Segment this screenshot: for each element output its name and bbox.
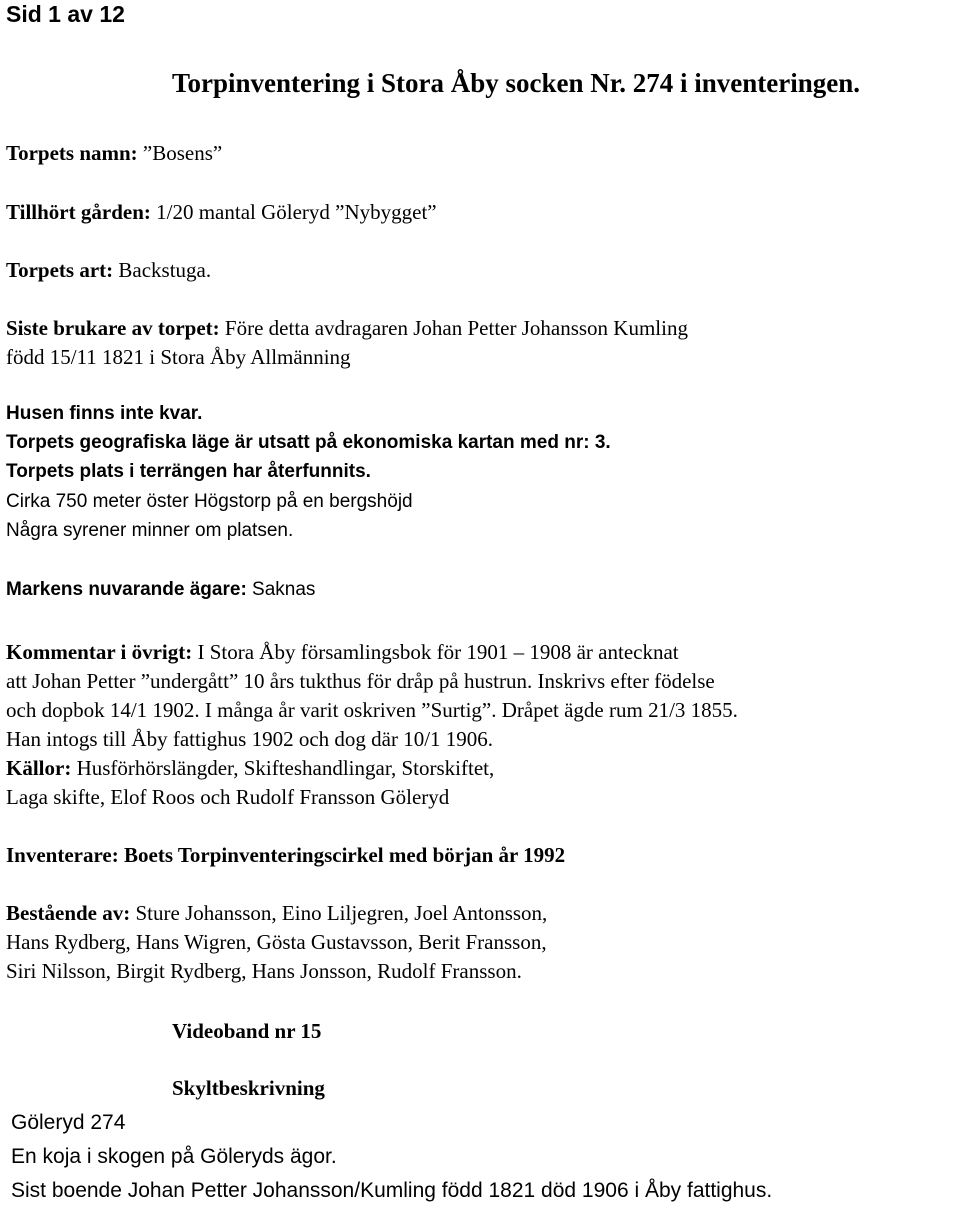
kommentar-label: Kommentar i övrigt: xyxy=(6,640,193,664)
kommentar-line1: I Stora Åby församlingsbok för 1901 – 1908 är antecknat xyxy=(192,640,679,664)
markens-agare-row xyxy=(6,580,315,599)
tillhort-garden-label: Tillhört gården: xyxy=(6,200,151,224)
torpets-art-label: Torpets art: xyxy=(6,258,114,282)
skylt-line3: Sist boende Johan Petter Johansson/Kumling född 1821 död 1906 i Åby fattighus. xyxy=(11,1179,773,1202)
kommentar-row xyxy=(6,642,679,663)
skyltbeskrivning-heading: Skyltbeskrivning xyxy=(172,1076,325,1100)
document-title: Torpinventering i Stora Åby socken Nr. 274 i inventeringen. xyxy=(172,68,861,98)
page-number: Sid 1 av 12 xyxy=(6,1,125,27)
torpets-namn-label: Torpets namn: xyxy=(6,141,138,165)
siste-brukare-value: Före detta avdragaren Johan Petter Johansson Kumling xyxy=(219,316,688,340)
kallor-line2: Laga skifte, Elof Roos och Rudolf Fransson Göleryd xyxy=(6,785,450,809)
bestaende-label: Bestående av: xyxy=(6,901,131,925)
skylt-line1: Göleryd 274 xyxy=(11,1111,126,1134)
siste-brukare-row xyxy=(6,318,688,339)
tillhort-garden-row xyxy=(6,202,437,223)
inventerare-text: Inventerare: Boets Torpinventeringscirkel med början år 1992 xyxy=(6,843,566,867)
kommentar-line2: att Johan Petter ”undergått” 10 års tukthus för dråp på hustrun. Inskrivs efter födelse xyxy=(6,669,715,693)
videoband-label: Videoband nr 15 xyxy=(172,1019,322,1043)
siste-brukare-value-line2: född 15/11 1821 i Stora Åby Allmänning xyxy=(6,345,351,369)
kallor-line1: Husförhörslängder, Skifteshandlingar, Storskiftet, xyxy=(71,756,495,780)
husen-text: Husen finns inte kvar. xyxy=(6,403,203,424)
markens-agare-value: Saknas xyxy=(246,579,316,600)
bestaende-line3: Siri Nilsson, Birgit Rydberg, Hans Jonsson, Rudolf Fransson. xyxy=(6,959,522,983)
markens-agare-label: Markens nuvarande ägare: xyxy=(6,579,247,600)
torpets-art-value: Backstuga. xyxy=(113,258,212,282)
skylt-line2: En koja i skogen på Göleryds ägor. xyxy=(11,1145,337,1168)
kallor-label: Källor: xyxy=(6,756,72,780)
plats-text: Torpets plats i terrängen har återfunnits. xyxy=(6,461,371,482)
syrener-text: Några syrener minner om platsen. xyxy=(6,520,294,541)
tillhort-garden-value: 1/20 mantal Göleryd ”Nybygget” xyxy=(150,200,437,224)
torpets-art-row xyxy=(6,260,211,281)
bestaende-row xyxy=(6,903,547,924)
geografiska-text: Torpets geografiska läge är utsatt på ekonomiska kartan med nr: 3. xyxy=(6,432,611,453)
bestaende-line1: Sture Johansson, Eino Liljegren, Joel Antonsson, xyxy=(130,901,548,925)
cirka-text: Cirka 750 meter öster Högstorp på en bergshöjd xyxy=(6,491,413,512)
torpets-namn-value: ”Bosens” xyxy=(137,141,223,165)
kommentar-line4: Han intogs till Åby fattighus 1902 och dog där 10/1 1906. xyxy=(6,727,494,751)
bestaende-line2: Hans Rydberg, Hans Wigren, Gösta Gustavsson, Berit Fransson, xyxy=(6,930,547,954)
siste-brukare-label: Siste brukare av torpet: xyxy=(6,316,220,340)
kommentar-line3: och dopbok 14/1 1902. I många år varit oskriven ”Surtig”. Dråpet ägde rum 21/3 1855. xyxy=(6,698,738,722)
torpets-namn-row xyxy=(6,143,222,164)
kallor-row xyxy=(6,758,494,779)
